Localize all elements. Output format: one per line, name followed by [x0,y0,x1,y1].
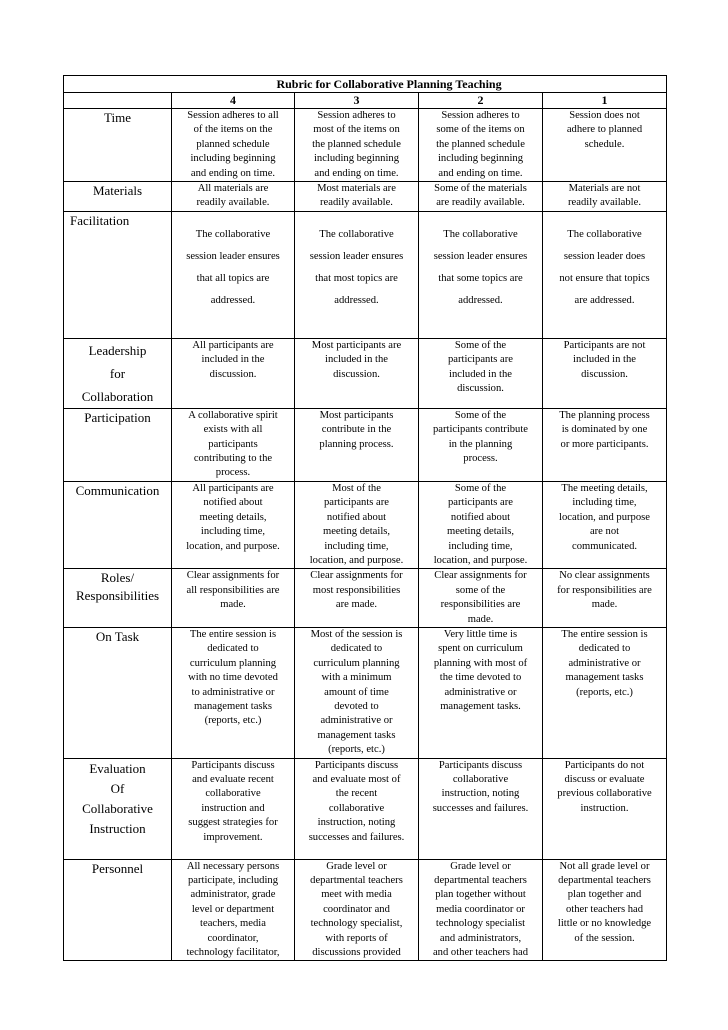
rubric-table [63,75,667,961]
rubric-cell: Grade level or departmental teachers meet with media coordinator and technology specialist, with reports of discussions provided [295,859,419,961]
criterion-personnel: Personnel [64,859,172,961]
score-header-row [64,93,667,109]
rubric-cell: All necessary persons participate, including administrator, grade level or department teachers, media coordinator, technology facilitator, [172,859,295,961]
rubric-cell: Most of the session is dedicated to curriculum planning with a minimum amount of time devoted to administrative or management tasks (reports, etc.) [295,627,419,758]
criterion-on-task: On Task [64,627,172,758]
rubric-cell: Participants are not included in the discussion. [543,338,667,408]
rubric-cell: Some of the participants are notified about meeting details, including time, location, and purpose. [419,481,543,568]
table-row [64,182,667,212]
rubric-title: Rubric for Collaborative Planning Teaching [64,76,667,93]
criterion-facilitation: Facilitation [64,211,172,338]
table-row [64,481,667,568]
rubric-cell: The entire session is dedicated to administrative or management tasks (reports, etc.) [543,627,667,758]
score-header-2: 2 [419,93,543,109]
rubric-cell: No clear assignments for responsibilities are made. [543,569,667,628]
rubric-cell: Some of the participants contribute in the planning process. [419,408,543,481]
rubric-cell: Session does not adhere to planned schedule. [543,109,667,182]
rubric-cell: All participants are notified about meeting details, including time, location, and purpose. [172,481,295,568]
table-row [64,758,667,859]
criterion-time: Time [64,109,172,182]
criterion-communication: Communication [64,481,172,568]
rubric-cell: Participants do not discuss or evaluate previous collaborative instruction. [543,758,667,859]
rubric-cell: The meeting details, including time, location, and purpose are not communicated. [543,481,667,568]
table-row [64,109,667,182]
rubric-cell: Most participants are included in the discussion. [295,338,419,408]
rubric-cell: Very little time is spent on curriculum planning with most of the time devoted to administrative or management tasks. [419,627,543,758]
rubric-cell: Participants discuss collaborative instruction, noting successes and failures. [419,758,543,859]
rubric-cell: Most of the participants are notified about meeting details, including time, location, and purpose. [295,481,419,568]
score-header-1: 1 [543,93,667,109]
rubric-cell: Most materials are readily available. [295,182,419,212]
criterion-evaluation: Evaluation Of Collaborative Instruction [64,758,172,859]
rubric-cell: All materials are readily available. [172,182,295,212]
score-header-3: 3 [295,93,419,109]
table-row [64,627,667,758]
rubric-cell: Grade level or departmental teachers plan together without media coordinator or technology specialist and administrators, and other teachers had [419,859,543,961]
rubric-cell: The collaborative session leader ensures that most topics are addressed. [295,211,419,338]
rubric-cell: Some of the participants are included in the discussion. [419,338,543,408]
rubric-cell: Clear assignments for most responsibilities are made. [295,569,419,628]
rubric-cell: Session adheres to some of the items on the planned schedule including beginning and ending on time. [419,109,543,182]
rubric-cell: Clear assignments for all responsibilities are made. [172,569,295,628]
rubric-cell: All participants are included in the discussion. [172,338,295,408]
score-header-4: 4 [172,93,295,109]
table-row [64,859,667,961]
rubric-cell: Most participants contribute in the planning process. [295,408,419,481]
criterion-roles-responsibilities: Roles/ Responsibilities [64,569,172,628]
table-row [64,338,667,408]
rubric-cell: The collaborative session leader ensures that all topics are addressed. [172,211,295,338]
rubric-cell: Materials are not readily available. [543,182,667,212]
rubric-cell: Clear assignments for some of the responsibilities are made. [419,569,543,628]
rubric-cell: The collaborative session leader ensures that some topics are addressed. [419,211,543,338]
rubric-cell: Some of the materials are readily available. [419,182,543,212]
rubric-cell: Session adheres to most of the items on the planned schedule including beginning and ending on time. [295,109,419,182]
rubric-cell: The entire session is dedicated to curriculum planning with no time devoted to administrative or management tasks (reports, etc.) [172,627,295,758]
criterion-leadership: Leadership for Collaboration [64,338,172,408]
table-row [64,211,667,338]
title-row [64,76,667,93]
rubric-cell: Participants discuss and evaluate most of the recent collaborative instruction, noting successes and failures. [295,758,419,859]
table-row [64,408,667,481]
criterion-header-cell [64,93,172,109]
criterion-materials: Materials [64,182,172,212]
rubric-cell: The collaborative session leader does not ensure that topics are addressed. [543,211,667,338]
rubric-cell: Participants discuss and evaluate recent collaborative instruction and suggest strategies for improvement. [172,758,295,859]
rubric-cell: The planning process is dominated by one or more participants. [543,408,667,481]
criterion-participation: Participation [64,408,172,481]
rubric-cell: Session adheres to all of the items on the planned schedule including beginning and ending on time. [172,109,295,182]
rubric-cell: A collaborative spirit exists with all participants contributing to the process. [172,408,295,481]
table-row [64,569,667,628]
rubric-cell: Not all grade level or departmental teachers plan together and other teachers had little or no knowledge of the session. [543,859,667,961]
